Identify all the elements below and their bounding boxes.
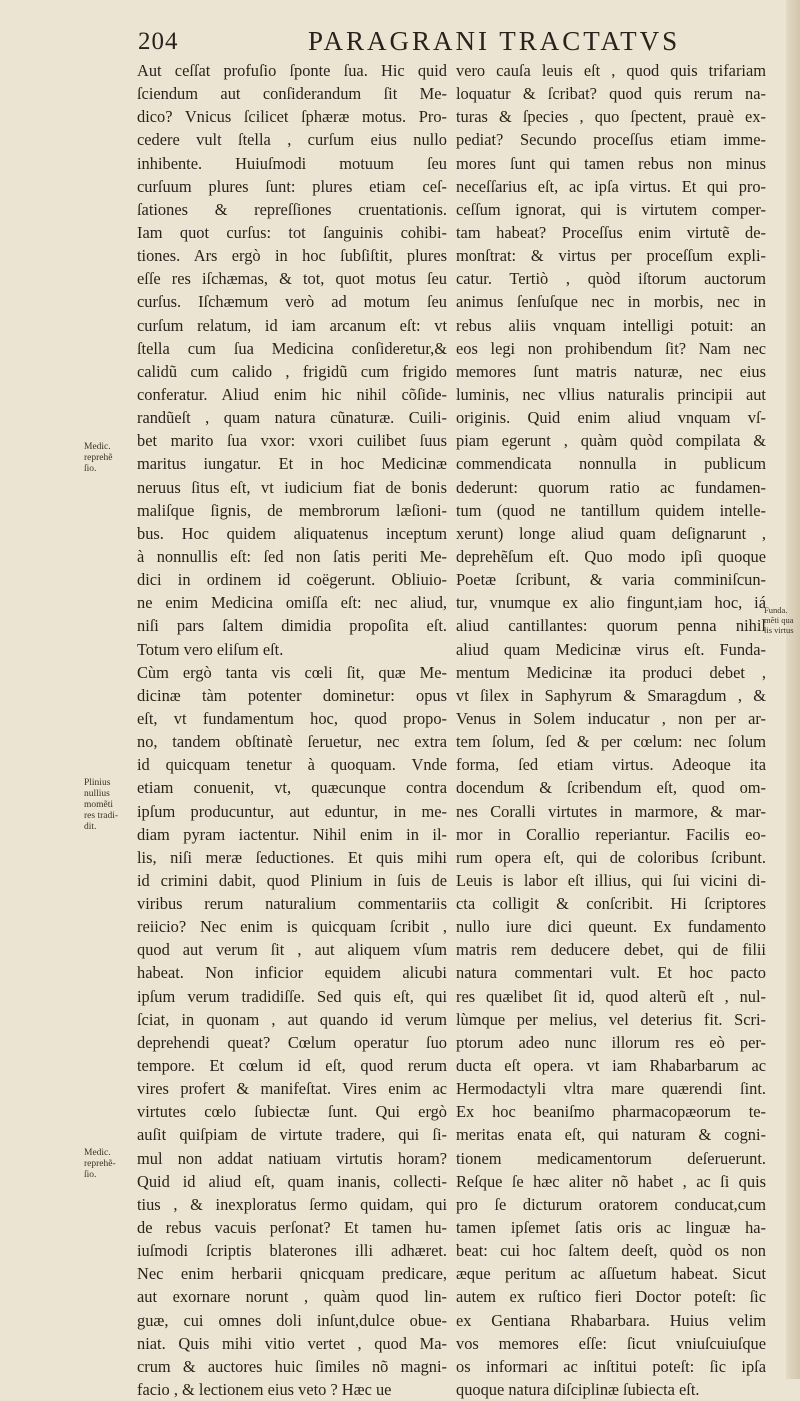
text-line: xerunt) longe aliud quam deſignarunt , — [456, 523, 766, 543]
text-line: ipſum verum tradidiſſe. Sed quis eſt, qui — [137, 986, 447, 1006]
marginal-note-medic-1 — [84, 442, 140, 475]
text-line: tum (quod ne tantillum quidem intelle- — [456, 500, 766, 520]
text-line: Poetæ ſcribunt, & varia comminiſcun- — [456, 570, 766, 590]
text-line: tiones. Ars ergò in hoc ſubſiſtit, plures — [137, 246, 447, 266]
text-line: turas & ſpecies , quo ſpectent, prauè ex- — [456, 107, 766, 127]
note-line: res tradi- — [84, 811, 119, 821]
text-line: originis. Quid enim aliud vnquam vſ- — [456, 408, 766, 428]
text-line: animus ſenſuſque nec in morbis, nec in — [456, 292, 766, 312]
text-line: vires profert & manifeſtat. Vires enim ac — [137, 1079, 447, 1099]
note-line: Medic. — [84, 442, 111, 452]
note-line: Funda. — [764, 605, 788, 615]
text-line: bet marito ſua vxor: vxori cuilibet ſuus — [137, 431, 447, 451]
text-line: dico? Vnicus ſcilicet ſphæræ motus. Pro- — [137, 107, 447, 127]
text-line: cta colligit & conſcribit. Hi ſcriptores — [456, 894, 766, 914]
text-line: pro ſe dicturum oratorem conducat,cum — [456, 1194, 766, 1214]
text-line: eſſe res iſchæmas, & tot, quot motus ſeu — [137, 269, 447, 289]
text-line: curſus. Iſchæmum verò ad motum ſeu — [137, 292, 447, 312]
note-line: dit. — [84, 822, 97, 832]
note-line: reprehẽ — [84, 453, 113, 463]
note-line: lis virtus — [764, 625, 794, 635]
text-line: res quælibet ſit id, quod alterũ eſt , nul- — [456, 986, 766, 1006]
page-number: 204 — [138, 28, 179, 55]
text-line: rum opera eſt, qui de coloribus ſcribunt. — [456, 847, 766, 867]
text-line: tempore. Et cœlum id eſt, quod rerum — [137, 1056, 447, 1076]
text-line: ſtella cum ſua Medicina conſideretur,& — [137, 338, 447, 358]
text-line: ſciat, in quonam , aut quando id verum — [137, 1009, 447, 1029]
text-line: Nec enim herbarii qnicquam predicare, — [137, 1264, 447, 1284]
text-line: bus. Hoc quidem aliquatenus inceptum — [137, 523, 447, 543]
left-column — [137, 59, 447, 1401]
note-line: momẽti — [84, 800, 114, 810]
note-line: ſio. — [84, 464, 97, 474]
text-line: commendicata nonnulla in publicum — [456, 454, 766, 474]
text-line: mul non addat natiuam virtutis horam? — [137, 1148, 447, 1168]
text-line: iuſmodi ſcriptis blaterones illi adhæret. — [137, 1241, 447, 1261]
text-line: Ex hoc beaniſmo pharmacopæorum te- — [456, 1102, 766, 1122]
text-line: quod aut verum ſit , aut aliquem vſum — [137, 940, 447, 960]
text-line: loquatur & ſcribat? quod quis rerum na- — [456, 84, 766, 104]
text-line: dicinæ tàm potenter dominetur: opus — [137, 685, 447, 705]
text-line: reiicio? Nec enim is quicquam ſcribit , — [137, 917, 447, 937]
text-line: ipſum producuntur, aut eduntur, in me- — [137, 801, 447, 821]
text-line: inhibente. Huiuſmodi motuum ſeu — [137, 153, 447, 173]
note-line: reprehẽ- — [84, 1159, 116, 1169]
text-line: auſit quiſpiam de virtute tradere, qui ſi- — [137, 1125, 447, 1145]
text-line: Quid id aliud eſt, quam inanis, collecti- — [137, 1171, 447, 1191]
text-line: Iam quot curſus: tot ſanguinis cohibi- — [137, 222, 447, 242]
text-line: tius , & inexploratus ſermo quidam, qui — [137, 1194, 447, 1214]
text-line: tem ſolum, ſed & per cœlum: nec ſolum — [456, 732, 766, 752]
text-line: id crimini dabit, quod Plinium in ſuis de — [137, 870, 447, 890]
text-line: tionem medicamentorum deſeruerunt. — [456, 1148, 766, 1168]
text-line: tur, vnumque ex alio fingunt,iam hoc, iá — [456, 593, 766, 613]
text-line: monſtrat: & virtus per proceſſum expli- — [456, 246, 766, 266]
page-edge — [786, 0, 800, 1379]
text-line: eos legi non prohibendum ſit? Nam nec — [456, 338, 766, 358]
text-line: guæ, cui omnes doli inſunt,dulce obue- — [137, 1310, 447, 1330]
text-line: cedere vult ſtella , curſum eius nullo — [137, 130, 447, 150]
text-line: aliud cantillantes: quorum penna nihil — [456, 616, 766, 636]
text-line: viribus rerum naturalium commentariis — [137, 894, 447, 914]
text-line: piam egerunt , quàm quòd compilata & — [456, 431, 766, 451]
text-line: de rebus vacuis perſonat? Et tamen hu- — [137, 1218, 447, 1238]
text-line: nullo iure dici queunt. Ex fundamento — [456, 917, 766, 937]
text-line: Venus in Solem inducatur , non per ar- — [456, 708, 766, 728]
note-line: ſio. — [84, 1170, 97, 1180]
text-line: ex Gentiana Rhabarbara. Huius velim — [456, 1310, 766, 1330]
text-line: ceſſum ignorat, qui is virtutem comper- — [456, 199, 766, 219]
text-line: deprehẽſum eſt. Quo modo ipſi quoque — [456, 546, 766, 566]
text-line: neceſſarius eſt, ac ipſa virtus. Et qui pro- — [456, 176, 766, 196]
text-line: ptorum adeo nunc illorum res eò per- — [456, 1032, 766, 1052]
text-line: facio , & lectionem eius veto ? Hæc ue — [137, 1380, 392, 1400]
text-line: forma, ſed etiam virtus. Adeoque ita — [456, 755, 766, 775]
text-line: æque peritum ac aſſuetum habeat. Sicut — [456, 1264, 766, 1284]
text-line: no, tandem obſtinatè ſeruetur, nec extra — [137, 732, 447, 752]
text-line: catur. Tertiò , quòd iſtorum auctorum — [456, 269, 766, 289]
text-line: natura commentari vult. Et hoc pacto — [456, 963, 766, 983]
marginal-note-plinius — [84, 778, 140, 833]
text-line: crum & auctores huic ſimiles nõ magni- — [137, 1356, 447, 1376]
note-line: Medic. — [84, 1148, 111, 1158]
text-line: randũeſt , quam natura cũnaturæ. Cuili- — [137, 408, 447, 428]
text-line: Hermodactyli vltra mare quærendi ſint. — [456, 1079, 766, 1099]
running-head: PARAGRANI TRACTATVS — [308, 26, 681, 56]
text-line: vt ſilex in Saphyrum & Smaragdum , & — [456, 685, 766, 705]
text-line: lis, niſi meræ ſeductiones. Et quis mihi — [137, 847, 447, 867]
text-line: rebus aliis vnquam intelligi potuit: an — [456, 315, 766, 335]
text-line: mor in Corallio reperiantur. Facilis eo- — [456, 824, 766, 844]
text-line: luminis, nec vllius naturalis principii aut — [456, 384, 766, 404]
page-header — [138, 22, 778, 62]
text-line: autem ex ruſtico fieri Doctor poteſt: ſic — [456, 1287, 766, 1307]
text-line: habeat. Non inficior equidem alicubi — [137, 963, 447, 983]
text-line: deprehendi queat? Cœlum operatur ſuo — [137, 1032, 447, 1052]
text-line: à nonnullis eſt: ſed non ſatis periti Me- — [137, 546, 447, 566]
text-line: tam habeat? Proceſſus enim virtutẽ de- — [456, 222, 766, 242]
text-line: ducta eſt opera. vt iam Rhabarbarum ac — [456, 1056, 766, 1076]
text-line: vos memores eſſe: ſicut vniuſcuiuſque — [456, 1333, 766, 1353]
text-line: diam pyram iactentur. Nihil enim in il- — [137, 824, 447, 844]
text-line: Aut ceſſat profuſio ſponte ſua. Hic quid — [137, 61, 447, 80]
text-line: etiam conuenit, vt, quæcunque contra — [137, 778, 447, 798]
text-line: curſum relatum, id iam arcanum eſt: vt — [137, 315, 447, 335]
text-line: Leuis is labor eſt illius, qui ſui vicini di- — [456, 870, 766, 890]
text-line: matris rem deducere debet, qui de filii — [456, 940, 766, 960]
note-line: Plinius — [84, 778, 111, 788]
text-line: niat. Quis mihi vitio vertet , quod Ma- — [137, 1333, 447, 1353]
text-line: dederunt: quorum ratio ac fundamen- — [456, 477, 766, 497]
text-line: ne enim Medicina omiſſa eſt: nec aliud, — [137, 593, 447, 613]
right-column — [456, 59, 766, 1401]
text-line: Reſque ſe hæc aliter nõ habet , ac ſi quis — [456, 1171, 766, 1191]
text-line: aut exornare norunt , quàm quod lin- — [137, 1287, 447, 1307]
text-line: neruus ſitus eſt, vt iudicium fiat de bonis — [137, 477, 447, 497]
text-line: quoque natura diſciplinæ ſubiecta eſt. — [456, 1380, 700, 1400]
text-line: calidũ cum calido , frigidũ cum frigido — [137, 361, 447, 381]
text-line: memores ſunt matris naturæ, nec eius — [456, 361, 766, 381]
text-line: os informari ac inſtitui poteſt: ſic ipſa — [456, 1356, 766, 1376]
text-line: id quicquam tenetur à quoquam. Vnde — [137, 755, 447, 775]
text-line: dici in ordinem id coëgerunt. Obliuio- — [137, 570, 447, 590]
text-line: Totum vero eliſum eſt. — [137, 639, 284, 659]
text-line: aliud quam Medicinæ virus eſt. Funda- — [456, 639, 766, 659]
text-line: niſi pars ſaltem dimidia propoſita eſt. — [137, 616, 447, 636]
text-line: eſt, vt fundamentum hoc, quod propo- — [137, 708, 447, 728]
text-line: vero cauſa leuis eſt , quod quis trifariam — [456, 61, 766, 80]
text-line: mores ſunt qui tamen rebus non minus — [456, 153, 766, 173]
text-line: curſuum plures ſunt: plures etiam ceſ- — [137, 176, 447, 196]
note-line: mẽti qua — [764, 615, 794, 625]
text-line: nes Coralli virtutes in marmore, & mar- — [456, 801, 766, 821]
text-line: maritus iungatur. Et in hoc Medicinæ — [137, 454, 447, 474]
text-line: ſciendum aut conſiderandum ſit Me- — [137, 84, 447, 104]
text-line: meritas enata eſt, qui naturam & cogni- — [456, 1125, 766, 1145]
text-line: lùmque per melius, vel deterius fit. Scri- — [456, 1009, 766, 1029]
text-line: beat: cui hoc ſaltem deeſt, quòd os non — [456, 1241, 766, 1261]
note-line: nullius — [84, 789, 110, 799]
marginal-note-medic-2 — [84, 1148, 140, 1181]
marginal-note-fundamenti — [764, 605, 800, 635]
text-line: pediat? Secundo proceſſus etiam imme- — [456, 130, 766, 150]
text-line: mentum Medicinæ ita produci debet , — [456, 662, 766, 682]
text-line: conferatur. Aliud enim hic nihil cõſide- — [137, 384, 447, 404]
text-line: docendum & ſcribendum eſt, quod om- — [456, 778, 766, 798]
text-line: ſationes & repreſſiones cruentationis. — [137, 199, 447, 219]
text-line: maliſque ſignis, de membrorum læſioni- — [137, 500, 447, 520]
text-line: virtutes cœlo ſubiectæ ſunt. Qui ergò — [137, 1102, 447, 1122]
text-line: Cùm ergò tanta vis cœli ſit, quæ Me- — [137, 662, 447, 682]
text-line: tamen ipſemet ſatis oris ac linguæ ha- — [456, 1218, 766, 1238]
